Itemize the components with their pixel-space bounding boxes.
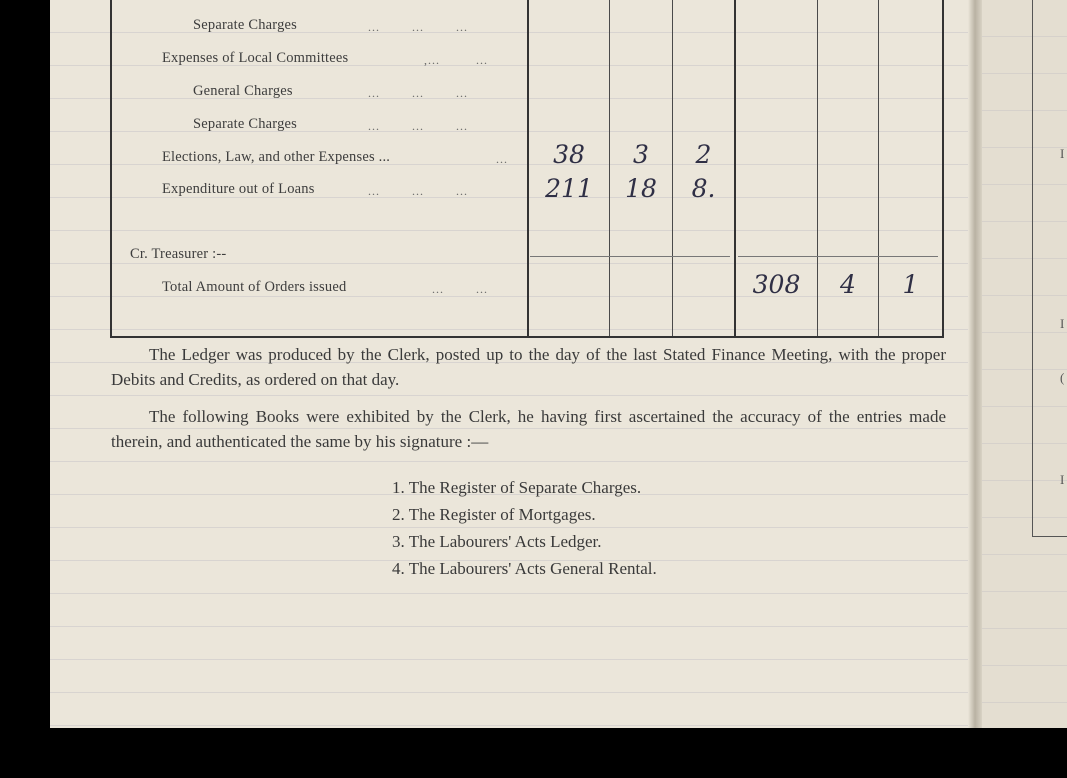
facing-page-char: (: [1060, 370, 1065, 385]
list-item: 2. The Register of Mortgages.: [392, 505, 596, 524]
ledger-row-label: Expenditure out of Loans: [162, 181, 315, 197]
ledger-row-label: General Charges: [193, 83, 293, 99]
table-left-border: [110, 0, 112, 338]
facing-page-char: I: [1060, 472, 1065, 487]
amount-pounds: 38: [553, 140, 585, 169]
amount-pence: 8.: [691, 174, 716, 203]
amount-shillings: 18: [625, 174, 657, 203]
column-divider: [527, 0, 529, 338]
column-divider: [672, 0, 673, 338]
leader-dots: ... ...: [432, 282, 488, 296]
leader-dots: ... ... ...: [368, 86, 468, 100]
table-bottom-border: [110, 336, 944, 338]
leader-dots: ,... ...: [424, 53, 488, 67]
amount-pence: 2: [695, 140, 712, 169]
table-right-border: [942, 0, 944, 338]
books-paragraph: The following Books were exhibited by the Clerk, he having first ascertained the accuracy of the entries made therein, and authenticated the same by his signature :—: [111, 407, 946, 451]
facing-page-char: I: [1060, 316, 1065, 331]
total-rule: [738, 256, 938, 257]
total-shillings: 4: [840, 270, 856, 299]
total-pence: 1: [902, 270, 919, 299]
column-divider: [609, 0, 610, 338]
book-gutter: [968, 0, 982, 728]
ledger-row-label: Elections, Law, and other Expenses ...: [162, 149, 391, 165]
ledger-row-label: Total Amount of Orders issued: [162, 279, 347, 295]
column-divider: [734, 0, 736, 338]
leader-dots: ... ... ...: [368, 119, 468, 133]
list-item: 1. The Register of Separate Charges.: [392, 478, 642, 497]
facing-page-char: I: [1060, 146, 1065, 161]
ledger-paragraph: The Ledger was produced by the Clerk, posted up to the day of the last Stated Finance Meeting, with the proper Debits and Credits, as ordered on that day.: [111, 345, 946, 389]
facing-page-table-edge: [1032, 0, 1067, 537]
leader-dots: ... ... ...: [368, 20, 468, 34]
column-divider: [878, 0, 879, 338]
leader-dots: ...: [496, 152, 508, 166]
list-item: 3. The Labourers' Acts Ledger.: [392, 532, 602, 551]
amount-shillings: 3: [633, 140, 649, 169]
amount-pounds: 211: [545, 174, 593, 203]
ledger-row-label: Separate Charges: [193, 116, 297, 132]
leader-dots: ... ... ...: [368, 184, 468, 198]
ledger-row-label: Cr. Treasurer :--: [130, 246, 227, 262]
ledger-row-label: Separate Charges: [193, 17, 297, 33]
subtotal-rule: [530, 256, 730, 257]
ledger-row-label: Expenses of Local Committees: [162, 50, 349, 66]
column-divider: [817, 0, 818, 338]
list-item: 4. The Labourers' Acts General Rental.: [392, 559, 657, 578]
total-pounds: 308: [752, 270, 801, 299]
